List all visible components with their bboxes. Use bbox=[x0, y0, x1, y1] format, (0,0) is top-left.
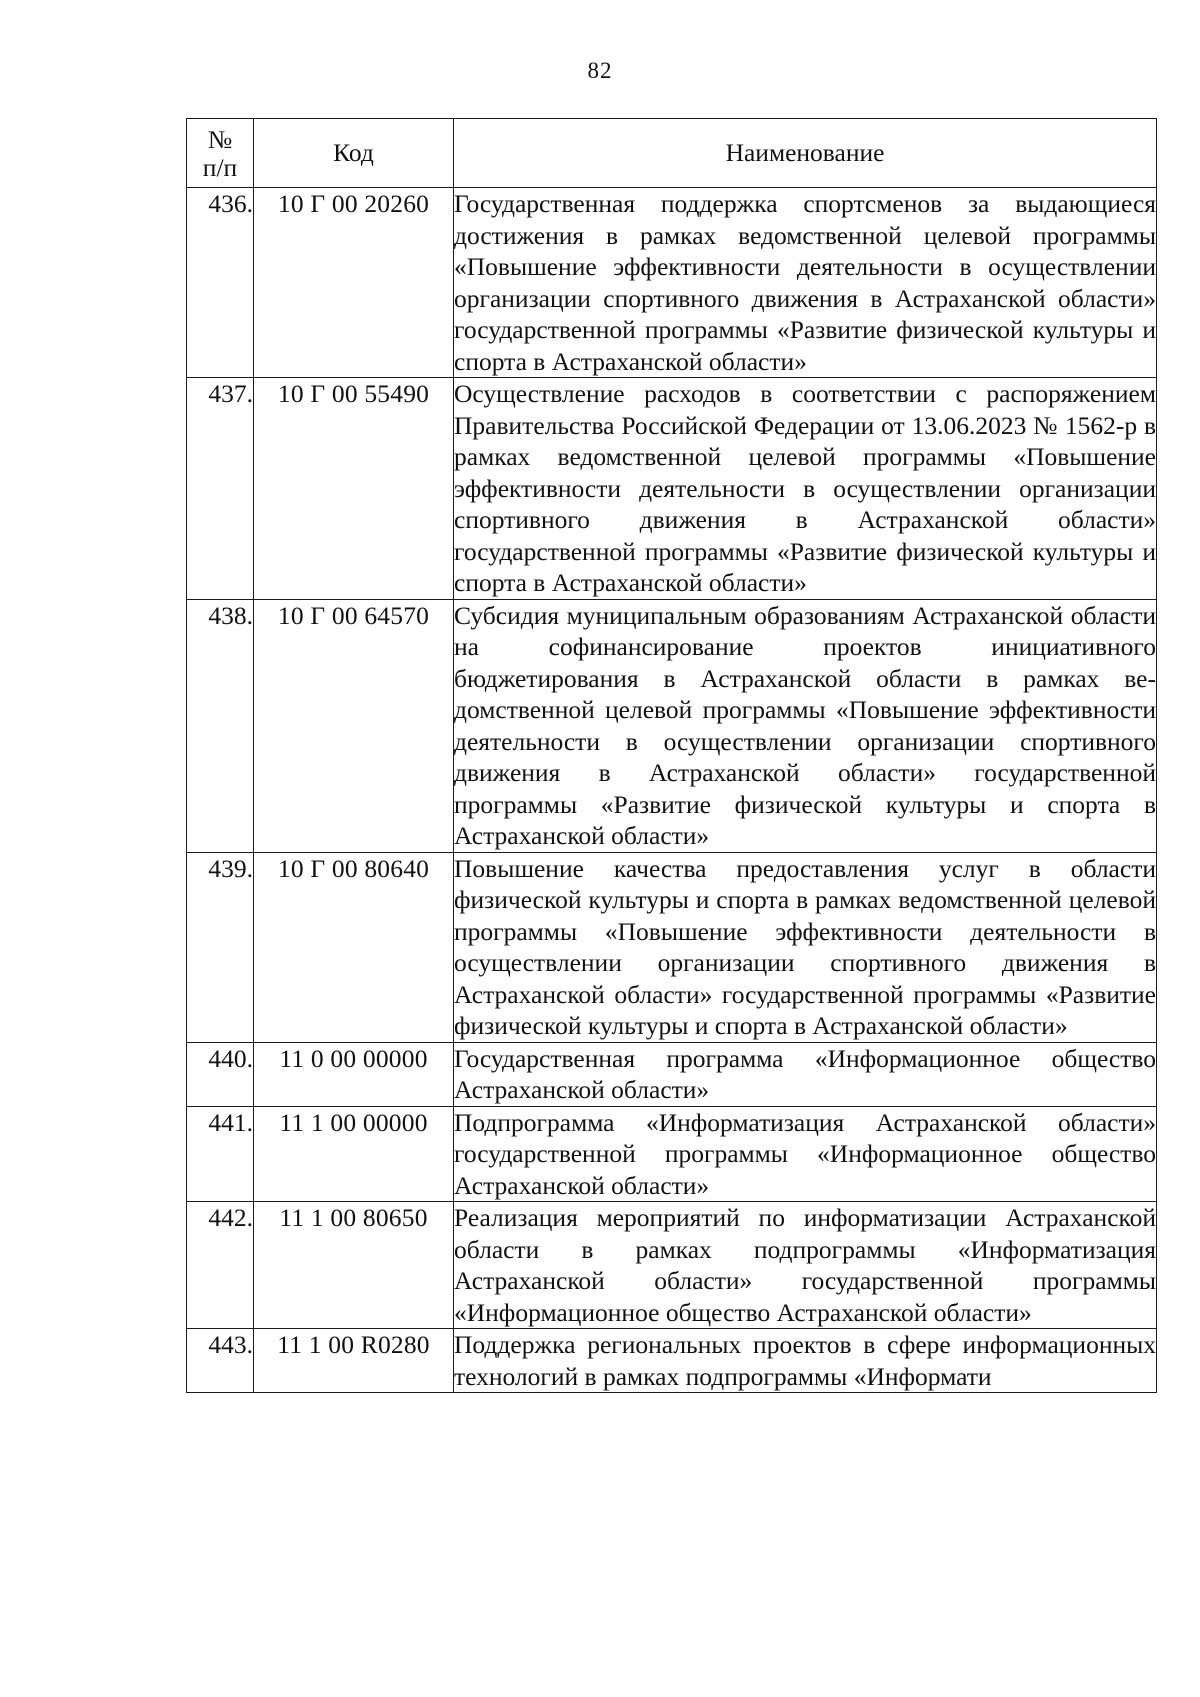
row-number: 436. bbox=[187, 188, 254, 378]
row-number: 442. bbox=[187, 1202, 254, 1329]
budget-code-table bbox=[186, 118, 1157, 1393]
table-row bbox=[187, 1042, 1157, 1106]
row-name: Поддержка региональных проектов в сфере информационных технологий в рамках подпрограммы «Информати bbox=[454, 1330, 1156, 1391]
row-code: 10 Г 00 55490 bbox=[254, 378, 454, 600]
header-code: Код bbox=[254, 119, 454, 188]
row-number: 440. bbox=[187, 1042, 254, 1106]
row-name: Реализация мероприятий по информатизации Астраханской области в рамках подпрограммы «Информатизация Астраханской области» государственной программы «Информационное общество Астраханской области» bbox=[454, 1203, 1156, 1327]
row-name: Подпрограмма «Информатизация Астраханской области» государственной программы «Информационное общество Астраханской области» bbox=[454, 1107, 1156, 1200]
row-code: 11 1 00 R0280 bbox=[254, 1329, 454, 1393]
table-row bbox=[187, 1202, 1157, 1329]
row-number: 439. bbox=[187, 852, 254, 1042]
table-row bbox=[187, 599, 1157, 852]
row-code: 11 1 00 00000 bbox=[254, 1106, 454, 1202]
table-row bbox=[187, 188, 1157, 378]
row-code: 10 Г 00 64570 bbox=[254, 599, 454, 852]
row-number: 441. bbox=[187, 1106, 254, 1202]
row-name: Осуществление расходов в соответствии с распоряжением Правительства Российской Федерации от 13.06.2023 № 1562-р в рамках ведомственной целевой программы «Повышение эффективности деятельности в осуществлении организации спортивного движения в Астраханской области» государственной программы «Развитие физической культуры и спорта в Астраханской области» bbox=[454, 379, 1156, 597]
row-name: Государственная поддержка спортсменов за выдающиеся достижения в рамках ведомственной целевой программы «Повышение эффективности деятельности в осуществлении организации спортивного движения в Астраханской области» государственной программы «Развитие физической культуры и спорта в Астраханской области» bbox=[454, 189, 1156, 376]
table-header-row bbox=[187, 119, 1157, 188]
header-name: Наименование bbox=[454, 119, 1157, 188]
header-number-abbrev: п/п bbox=[202, 153, 238, 182]
header-number-symbol: № bbox=[207, 125, 233, 154]
row-number: 437. bbox=[187, 378, 254, 600]
row-name: Субсидия муниципальным образованиям Астраханской области на софинансирование проектов инициативного бюджетирования в Астраханской области в рамках ведомственной целевой программы «Повышение эффективности деятельности в осуществлении организации спортивного движения в Астраханской области» государственной программы «Развитие физической культуры и спорта в Астраханской области» bbox=[454, 600, 1156, 850]
row-name: Государственная программа «Информационное общество Астраханской области» bbox=[454, 1043, 1156, 1104]
page-number: 82 bbox=[587, 58, 613, 83]
row-name: Повышение качества предоставления услуг в области физической культуры и спорта в рамках ведомственной целевой программы «Повышение эффективности деятельности в осуществлении организации спортивного движения в Астраханской области» государственной программы «Развитие физической культуры и спорта в Астраханской области» bbox=[454, 853, 1156, 1040]
table-row bbox=[187, 1106, 1157, 1202]
row-code: 11 1 00 80650 bbox=[254, 1202, 454, 1329]
table-row bbox=[187, 1329, 1157, 1393]
row-number: 438. bbox=[187, 599, 254, 852]
row-code: 10 Г 00 20260 bbox=[254, 188, 454, 378]
header-number bbox=[187, 119, 254, 188]
row-code: 10 Г 00 80640 bbox=[254, 852, 454, 1042]
row-number: 443. bbox=[187, 1329, 254, 1393]
row-code: 11 0 00 00000 bbox=[254, 1042, 454, 1106]
table-row bbox=[187, 852, 1157, 1042]
table-row bbox=[187, 378, 1157, 600]
